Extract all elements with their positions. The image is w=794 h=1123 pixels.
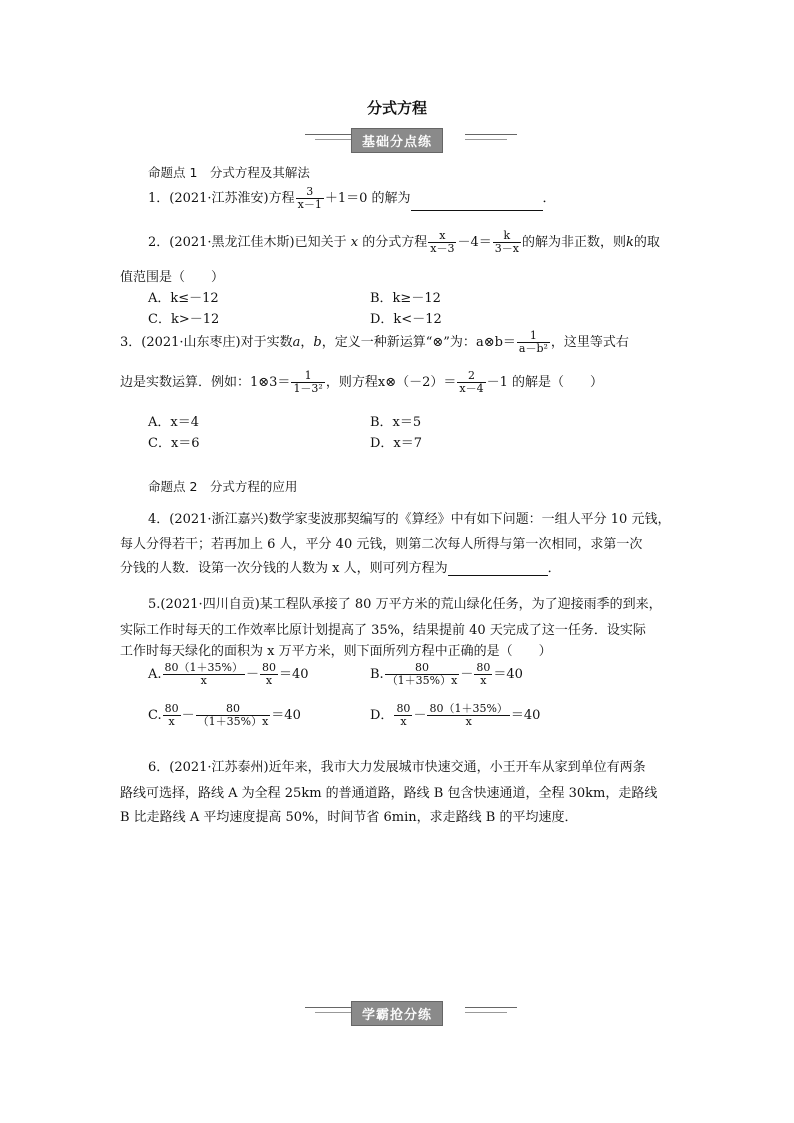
fraction: $\frac{80}{x}$ bbox=[476, 661, 491, 688]
question-5-line1: 5.(2021·四川自贡)某工程队承接了 80 万平方米的荒山绿化任务，为了迎接雨季的到来， bbox=[148, 597, 662, 612]
fraction: $\frac{2}{x-4}$ bbox=[459, 369, 484, 396]
section-heading-2: 命题点 2 分式方程的应用 bbox=[148, 479, 298, 494]
option-b: B. $\frac{80}{(1+35\%)x}$ － $\frac{80}{x}$ ＝40 bbox=[370, 661, 523, 688]
question-6-line3: B 比走路线 A 平均速度提高 50%，时间节省 6min，求走路线 B 的平均速度． bbox=[120, 810, 578, 825]
option-a: A．x＝4 bbox=[148, 415, 199, 430]
banner-basic bbox=[0, 128, 794, 150]
banner-label: 基础分点练 bbox=[351, 128, 443, 153]
question-2-line2: 值范围是（ ） bbox=[120, 270, 225, 285]
fraction: $\frac{80}{(1+35\%)x}$ bbox=[386, 661, 458, 688]
question-4-line2: 每人分得若干；若再加上 6 人，平分 40 元钱，则第二次每人所得与第一次相同，求第一次 bbox=[120, 537, 643, 552]
answer-blank bbox=[411, 198, 543, 211]
fraction: $\frac{80}{x}$ bbox=[164, 702, 179, 729]
question-4-line3: 分钱的人数．设第一次分钱的人数为 x 人，则可列方程为 ． bbox=[120, 561, 561, 576]
option-a: A. $\frac{80(1+35\%)}{x}$ － $\frac{80}{x}$ ＝40 bbox=[148, 661, 309, 688]
fraction: $\frac{3}{x-1}$ bbox=[297, 185, 322, 212]
fraction: $\frac{1}{\text{a－b²}}$ bbox=[518, 329, 548, 356]
option-d: D． $\frac{80}{x}$ － $\frac{80(1+35\%)}{x}$ ＝40 bbox=[370, 702, 541, 729]
banner-label: 学霸抢分练 bbox=[351, 1001, 443, 1026]
option-d: D．x＝7 bbox=[370, 436, 423, 451]
fraction: $\frac{x}{x-3}$ bbox=[430, 229, 455, 256]
question-1: 1．(2021·江苏淮安)方程 $\frac{3}{x-1}$ ＋1＝0 的解为 ． bbox=[148, 185, 556, 212]
page-title: 分式方程 bbox=[366, 99, 427, 117]
option-b: B．x＝5 bbox=[370, 415, 422, 430]
question-4-line1: 4．(2021·浙江嘉兴)数学家斐波那契编写的《算经》中有如下问题：一组人平分 10 元钱， bbox=[148, 512, 671, 527]
fraction: $\frac{80}{(1+35\%)x}$ bbox=[197, 702, 269, 729]
option-a: A．k≤－12 bbox=[148, 291, 219, 306]
option-c: C．x＝6 bbox=[148, 436, 200, 451]
option-b: B．k≥－12 bbox=[370, 291, 441, 306]
answer-blank bbox=[448, 563, 548, 576]
question-6-line2: 路线可选择，路线 A 为全程 25km 的普通道路，路线 B 包含快速通道，全程 30km，走路线 bbox=[120, 786, 658, 801]
fraction: $\frac{1}{\text{1－3²}}$ bbox=[293, 369, 323, 396]
banner-advanced bbox=[0, 1001, 794, 1023]
question-5-line2: 实际工作时每天的工作效率比原计划提高了 35%，结果提前 40 天完成了这一任务．设实际 bbox=[120, 623, 646, 638]
option-c: C. $\frac{80}{x}$ － $\frac{80}{(1+35\%)x}$ ＝40 bbox=[148, 702, 301, 729]
section-heading-1: 命题点 1 分式方程及其解法 bbox=[148, 165, 310, 180]
question-3-line2: 边是实数运算．例如：1⊗3＝ $\frac{1}{\text{1－3²}}$ ，则方程x⊗（－2）＝ $\frac{2}{x-4}$ －1 的解是（ ） bbox=[120, 369, 603, 396]
question-5-line3: 工作时每天绿化的面积为 x 万平方米，则下面所列方程中正确的是（ ） bbox=[120, 644, 552, 659]
fraction: $\frac{80}{x}$ bbox=[262, 661, 276, 688]
fraction: $\frac{80}{x}$ bbox=[396, 702, 411, 729]
fraction: $\frac{80(1+35\%)}{x}$ bbox=[429, 702, 508, 729]
fraction: $\frac{80(1+35\%)}{x}$ bbox=[164, 661, 243, 688]
question-6-line1: 6．(2021·江苏泰州)近年来，我市大力发展城市快速交通，小王开车从家到单位有两条 bbox=[148, 760, 646, 775]
option-c: C．k>－12 bbox=[148, 312, 220, 327]
option-d: D．k<－12 bbox=[370, 312, 442, 327]
question-2: 2．(2021·黑龙江佳木斯)已知关于 x 的分式方程 $\frac{x}{x-3}$ －4＝ $\frac{k}{3-x}$ 的解为非正数，则k的取 bbox=[148, 229, 660, 256]
question-3: 3．(2021·山东枣庄)对于实数a，b，定义一种新运算“⊗”为：a⊗b＝ $\frac{1}{\text{a－b²}}$ ，这里等式右 bbox=[120, 329, 629, 356]
fraction: $\frac{k}{3-x}$ bbox=[494, 229, 519, 256]
